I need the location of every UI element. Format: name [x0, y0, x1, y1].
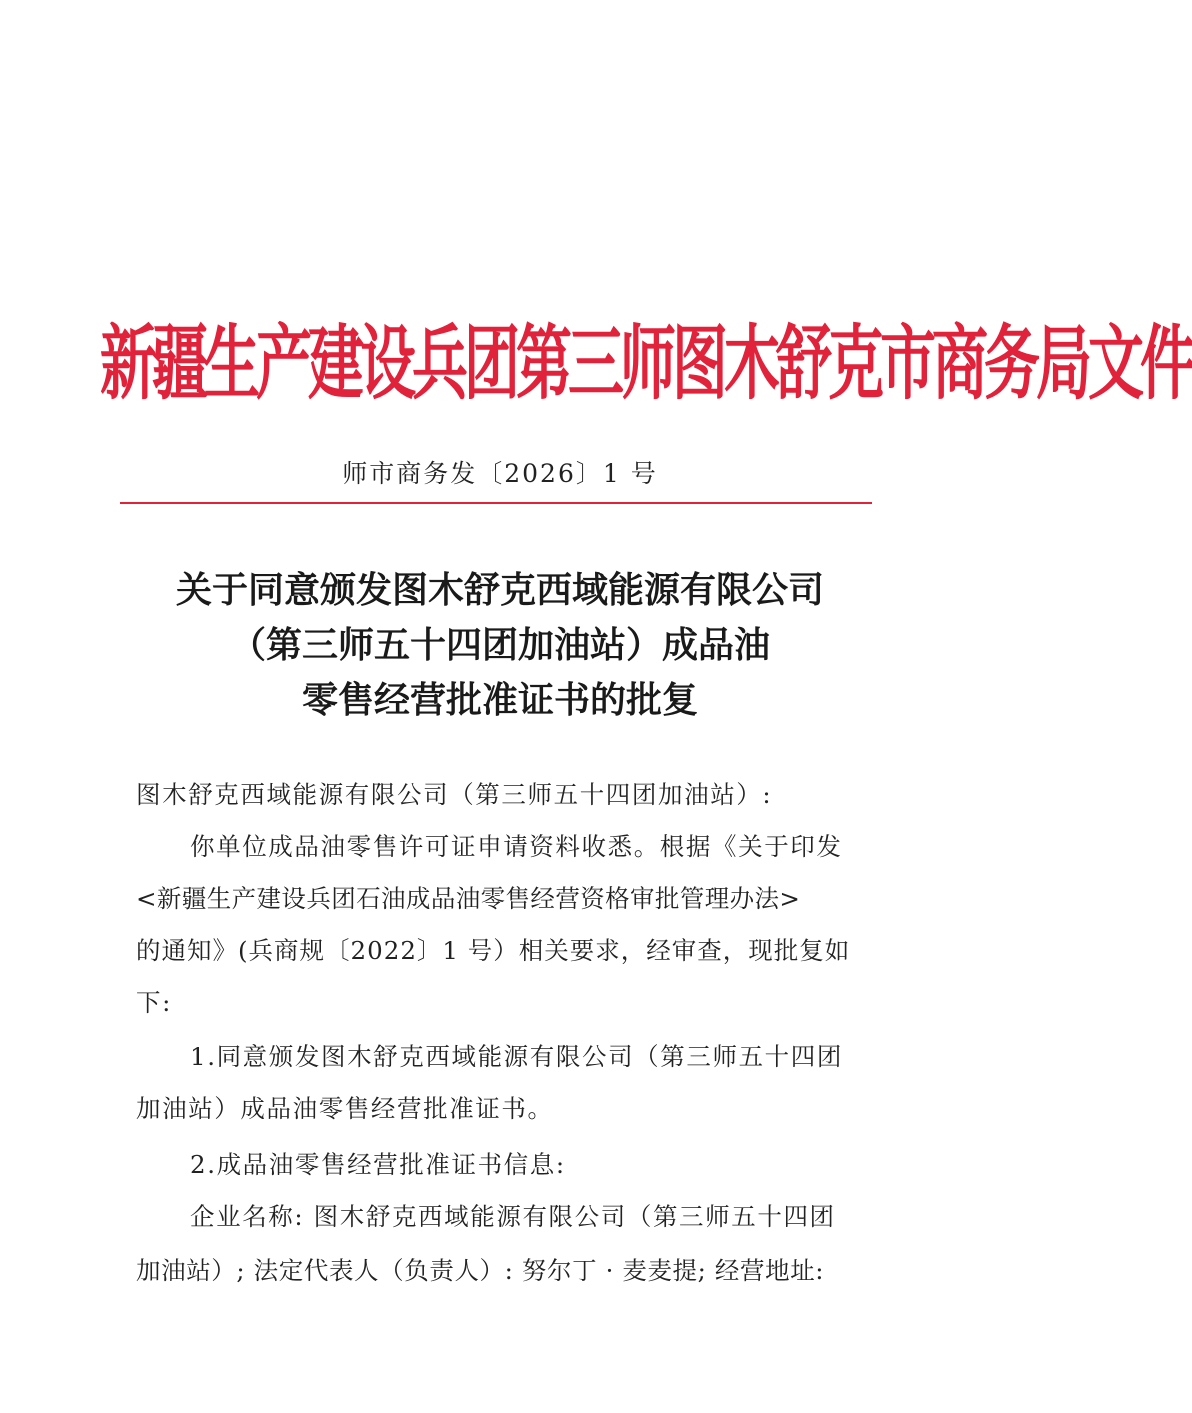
title-line-1: 关于同意颁发图木舒克西域能源有限公司 — [175, 569, 824, 611]
body-line: 你单位成品油零售许可证申请资料收悉。根据《关于印发 — [190, 832, 843, 861]
document-title — [0, 563, 1000, 728]
body-line: 下: — [136, 988, 172, 1017]
addressee-line: 图木舒克西域能源有限公司（第三师五十四团加油站）: — [136, 780, 773, 809]
body-line: 企业名称: 图木舒克西域能源有限公司（第三师五十四团 — [190, 1202, 836, 1231]
body-line: 的通知》(兵商规〔2022〕1 号）相关要求，经审查，现批复如 — [136, 936, 851, 965]
issuer-header: 新疆生产建设兵团第三师图木舒克市商务局文件 — [100, 317, 1192, 412]
body-line: 1.同意颁发图木舒克西域能源有限公司（第三师五十四团 — [190, 1042, 843, 1071]
body-line: 加油站）; 法定代表人（负责人）: 努尔丁 · 麦麦提; 经营地址: — [136, 1256, 825, 1285]
body-line: 加油站）成品油零售经营批准证书。 — [136, 1094, 554, 1123]
header-divider — [120, 502, 872, 504]
document-number: 师市商务发〔2026〕1 号 — [342, 459, 658, 488]
body-line: 2.成品油零售经营批准证书信息: — [190, 1150, 566, 1179]
title-line-3: 零售经营批准证书的批复 — [301, 679, 698, 721]
body-line: <新疆生产建设兵团石油成品油零售经营资格审批管理办法> — [136, 884, 801, 913]
title-line-2: （第三师五十四团加油站）成品油 — [229, 624, 770, 666]
